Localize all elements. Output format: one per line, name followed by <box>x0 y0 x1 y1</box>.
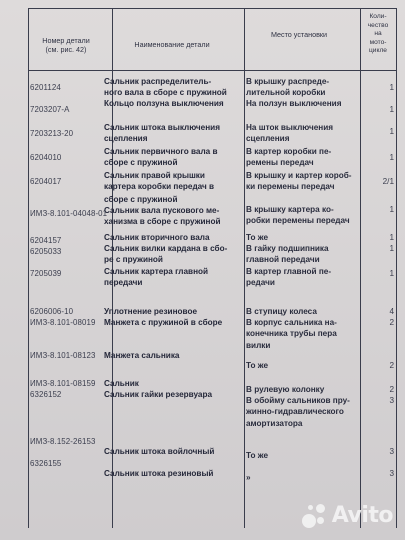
table-rule-top <box>28 8 396 9</box>
install-place: В крышку распреде- лительной коробки На ползун выключения <box>246 77 342 109</box>
quantity: 4 2 <box>389 307 394 328</box>
part-number: ИМЗ-8.101-08159 6326152 <box>30 379 96 400</box>
quantity: 3 3 <box>389 447 394 479</box>
part-name: Сальник штока войлочный Сальник штока резиновый <box>104 447 215 479</box>
part-number: ИМЗ-8.101-08123 <box>30 351 96 360</box>
install-place: В картер главной пе- редачи <box>246 267 332 288</box>
install-place: В картер коробки пе- ремены передач <box>246 147 332 168</box>
part-name: Сальник штока выключения сцепления <box>104 123 220 144</box>
part-number: ИМЗ-8.152-26153 6326155 <box>30 437 96 469</box>
install-place: На шток выключения сцепления <box>246 123 334 144</box>
table-rule-left <box>28 8 29 528</box>
quantity: 2 3 <box>389 385 394 406</box>
part-number: 6201124 7203207-А <box>30 83 70 115</box>
avito-watermark <box>302 502 393 528</box>
part-number: ИМЗ-8.101-04048-01 <box>30 209 108 218</box>
quantity: 1 <box>389 205 394 214</box>
quantity: 2 <box>389 361 394 370</box>
quantity: 1 1 <box>389 83 394 115</box>
part-number: 6204157 6205033 <box>30 236 62 257</box>
header-part-name: Наименование детали <box>134 40 210 49</box>
quantity: 1 1 <box>389 233 394 254</box>
part-name: Сальник распределитель- ного вала в сборе с пружиной Кольцо ползуна выключения <box>104 77 227 109</box>
avito-logo-icon <box>302 502 328 528</box>
table-rule-right <box>396 8 397 528</box>
install-place: То же В гайку подшипника главной передачи <box>246 233 329 265</box>
part-number: 6204017 <box>30 177 62 186</box>
header-part-number: Номер детали (см. рис. 42) <box>42 36 90 54</box>
part-name: Сальник Сальник гайки резервуара <box>104 379 213 400</box>
part-name: Сальник вторичного вала Сальник вилки кардана в сбо- ре с пружиной <box>104 233 228 265</box>
avito-logo-text: Avito <box>331 502 393 528</box>
part-name: Сальник правой крышки картера коробки передач в <box>104 171 215 192</box>
header-quantity: Коли- чество на мото- цикле <box>367 13 389 55</box>
part-name: Манжета сальника <box>104 351 180 360</box>
part-name: Сальник первичного вала в сборе с пружиной <box>104 147 218 168</box>
quantity: 1 <box>389 269 394 278</box>
install-place: В крышку картера ко- робки перемены передач <box>246 205 350 226</box>
table-rule-2 <box>244 8 245 528</box>
install-place: То же <box>246 361 269 370</box>
install-place: В крышку и картер короб- ки перемены передач <box>246 171 352 192</box>
install-place: В рулевую колонку В обойму сальников пру- жинно-гидравлического амортизатора <box>246 385 350 428</box>
part-number: 7205039 <box>30 269 62 278</box>
quantity: 1 <box>389 153 394 162</box>
part-number: 7203213-20 <box>30 129 74 138</box>
install-place: В ступицу колеса В корпус сальника на- конечника трубы пера вилки <box>246 307 337 350</box>
header-install-place: Место установки <box>270 30 328 39</box>
part-name: Уплотнение резиновое Манжета с пружиной в сборе <box>104 307 223 328</box>
part-name: Сальник картера главной передачи <box>104 267 209 288</box>
part-name: сборе с пружиной Сальник вала пускового ме- ханизма в сборе с пружиной <box>104 195 221 227</box>
header-bottom-rule <box>28 70 396 71</box>
install-place: То же » <box>246 451 269 483</box>
quantity: 2/1 <box>382 177 394 186</box>
part-number: 6206006-10 ИМЗ-8.101-08019 <box>30 307 96 328</box>
quantity: 1 <box>389 127 394 136</box>
part-number: 6204010 <box>30 153 62 162</box>
